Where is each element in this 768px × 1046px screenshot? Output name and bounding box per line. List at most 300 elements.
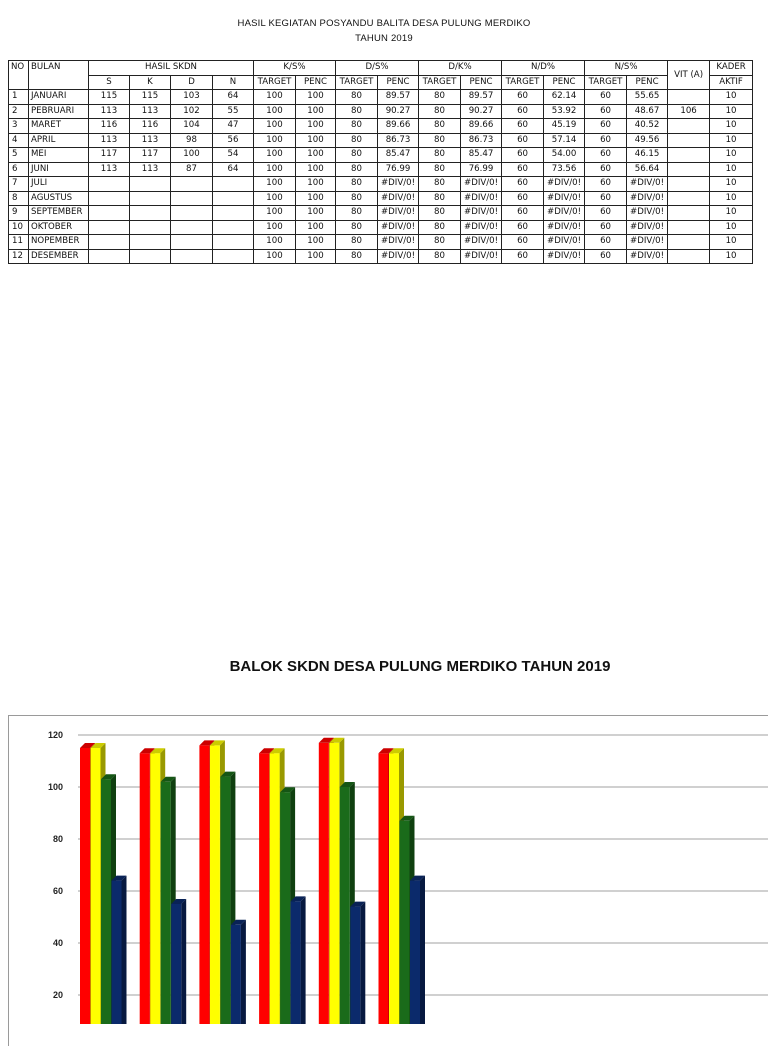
cell-kader: 10 [710,162,753,177]
cell-n [213,249,254,264]
cell-ds-t: 80 [336,104,378,119]
bar-front [259,753,269,1024]
cell-bulan: PEBRUARI [29,104,89,119]
bar-side [360,902,365,1024]
y-tick-label: 100 [47,782,63,792]
cell-kader: 10 [710,148,753,163]
header-hasil-skdn: HASIL SKDN [89,61,254,76]
cell-nd-p: 54.00 [544,148,585,163]
cell-ns-p: #DIV/0! [627,235,668,250]
cell-ns-p: 55.65 [627,90,668,105]
cell-no: 11 [9,235,29,250]
y-tick-label: 60 [52,886,63,896]
cell-ks-p: 100 [296,177,336,192]
cell-d [171,191,213,206]
bar-front [199,745,209,1024]
y-tick-label: 20 [52,990,63,1000]
cell-s [89,177,130,192]
cell-kader: 10 [710,206,753,221]
cell-ns-t: 60 [585,249,627,264]
cell-s [89,191,130,206]
cell-s: 116 [89,119,130,134]
cell-n: 47 [213,119,254,134]
cell-ks-t: 100 [254,119,296,134]
cell-k: 113 [130,104,171,119]
cell-dk-t: 80 [419,119,461,134]
bar-front [80,748,90,1024]
cell-vit [668,162,710,177]
cell-ks-p: 100 [296,220,336,235]
cell-vit [668,249,710,264]
cell-d [171,220,213,235]
cell-no: 2 [9,104,29,119]
table-row [9,177,753,192]
cell-nd-p: #DIV/0! [544,206,585,221]
cell-nd-p: #DIV/0! [544,249,585,264]
cell-nd-p: 53.92 [544,104,585,119]
bar-front [91,748,101,1024]
cell-ds-p: #DIV/0! [378,206,419,221]
cell-n: 56 [213,133,254,148]
bar [112,876,127,1024]
cell-ns-t: 60 [585,191,627,206]
cell-ds-t: 80 [336,249,378,264]
header-d: D [171,75,213,90]
bar-front [389,753,399,1024]
header-target: TARGET [419,75,461,90]
cell-bulan: JULI [29,177,89,192]
cell-no: 7 [9,177,29,192]
bar [291,896,306,1024]
cell-ns-p: 48.67 [627,104,668,119]
table-row [9,119,753,134]
cell-ks-t: 100 [254,235,296,250]
report-title-line1: HASIL KEGIATAN POSYANDU BALITA DESA PULUNG MERDIKO [237,18,531,29]
bar-front [329,743,339,1024]
cell-ks-t: 100 [254,133,296,148]
cell-dk-p: #DIV/0! [461,177,502,192]
cell-nd-t: 60 [502,206,544,221]
skdn-table [8,60,753,264]
bar [410,876,425,1024]
cell-ks-p: 100 [296,119,336,134]
cell-nd-p: 57.14 [544,133,585,148]
bar [350,902,365,1024]
cell-bulan: APRIL [29,133,89,148]
cell-ds-p: 89.66 [378,119,419,134]
bar-side [241,920,246,1024]
bar-front [291,901,301,1024]
cell-bulan: AGUSTUS [29,191,89,206]
cell-dk-p: 76.99 [461,162,502,177]
bar-front [150,753,160,1024]
bar-side [301,896,306,1024]
y-tick-label: 120 [47,730,63,740]
header-n: N [213,75,254,90]
bar-side [122,876,127,1024]
header-k: K [130,75,171,90]
cell-ds-p: 85.47 [378,148,419,163]
cell-dk-t: 80 [419,235,461,250]
cell-ds-p: #DIV/0! [378,235,419,250]
cell-dk-t: 80 [419,191,461,206]
cell-nd-p: #DIV/0! [544,177,585,192]
cell-nd-t: 60 [502,220,544,235]
cell-ks-p: 100 [296,90,336,105]
header-penc: PENC [296,75,336,90]
cell-dk-p: 86.73 [461,133,502,148]
table-row [9,249,753,264]
cell-no: 3 [9,119,29,134]
cell-k [130,249,171,264]
cell-s: 115 [89,90,130,105]
cell-no: 8 [9,191,29,206]
cell-ns-p: 49.56 [627,133,668,148]
cell-s [89,220,130,235]
cell-n: 64 [213,162,254,177]
header-nd: N/D% [502,61,585,76]
y-tick-label: 80 [52,834,63,844]
cell-ns-t: 60 [585,177,627,192]
bar-front [101,779,111,1024]
cell-ds-p: 90.27 [378,104,419,119]
skdn-bar-chart [8,715,768,1024]
cell-s [89,206,130,221]
cell-ds-p: #DIV/0! [378,191,419,206]
cell-vit [668,90,710,105]
cell-dk-t: 80 [419,177,461,192]
cell-ds-t: 80 [336,119,378,134]
cell-s [89,235,130,250]
cell-dk-p: #DIV/0! [461,220,502,235]
cell-dk-t: 80 [419,148,461,163]
cell-k: 116 [130,119,171,134]
cell-s: 113 [89,104,130,119]
table-row [9,133,753,148]
cell-ns-p: #DIV/0! [627,191,668,206]
cell-bulan: MARET [29,119,89,134]
cell-vit: 106 [668,104,710,119]
bar-front [112,881,122,1024]
cell-kader: 10 [710,220,753,235]
cell-vit [668,220,710,235]
cell-s [89,249,130,264]
bar-front [210,745,220,1024]
cell-ns-t: 60 [585,162,627,177]
cell-d [171,206,213,221]
header-penc: PENC [378,75,419,90]
cell-dk-p: 89.66 [461,119,502,134]
bar-front [171,904,181,1024]
cell-dk-t: 80 [419,162,461,177]
cell-no: 5 [9,148,29,163]
cell-ns-p: 40.52 [627,119,668,134]
bar-side [420,876,425,1024]
y-tick-label: 40 [52,938,63,948]
cell-dk-p: 90.27 [461,104,502,119]
header-target: TARGET [254,75,296,90]
cell-dk-p: #DIV/0! [461,235,502,250]
cell-ds-t: 80 [336,162,378,177]
cell-ds-t: 80 [336,148,378,163]
cell-no: 4 [9,133,29,148]
cell-bulan: OKTOBER [29,220,89,235]
cell-nd-p: #DIV/0! [544,191,585,206]
cell-ks-p: 100 [296,249,336,264]
cell-ks-t: 100 [254,220,296,235]
header-kader: KADER [710,61,753,76]
cell-ks-p: 100 [296,162,336,177]
bar-front [140,753,150,1024]
cell-ds-p: #DIV/0! [378,177,419,192]
bar-front [270,753,280,1024]
cell-k: 113 [130,133,171,148]
cell-ds-p: #DIV/0! [378,249,419,264]
table-row [9,206,753,221]
cell-n: 55 [213,104,254,119]
cell-ks-p: 100 [296,148,336,163]
bar-front [400,821,410,1024]
cell-kader: 10 [710,249,753,264]
cell-nd-t: 60 [502,90,544,105]
cell-d [171,177,213,192]
cell-dk-t: 80 [419,104,461,119]
cell-dk-t: 80 [419,206,461,221]
cell-nd-p: 62.14 [544,90,585,105]
cell-ks-p: 100 [296,104,336,119]
cell-dk-t: 80 [419,220,461,235]
report-title [0,16,768,46]
header-penc: PENC [544,75,585,90]
bar-front [340,787,350,1024]
cell-ns-t: 60 [585,90,627,105]
cell-k [130,220,171,235]
cell-dk-t: 80 [419,90,461,105]
cell-ds-t: 80 [336,220,378,235]
cell-vit [668,133,710,148]
table-header-row-1 [9,61,753,76]
cell-kader: 10 [710,235,753,250]
header-penc: PENC [627,75,668,90]
cell-bulan: JANUARI [29,90,89,105]
cell-bulan: MEI [29,148,89,163]
cell-d: 102 [171,104,213,119]
cell-ns-p: #DIV/0! [627,177,668,192]
table-body [9,90,753,264]
table-row [9,235,753,250]
cell-no: 9 [9,206,29,221]
table-row [9,90,753,105]
cell-bulan: DESEMBER [29,249,89,264]
cell-dk-p: #DIV/0! [461,191,502,206]
table-row [9,220,753,235]
header-target: TARGET [585,75,627,90]
header-bulan: BULAN [29,61,89,90]
bar-front [319,743,329,1024]
cell-ds-p: #DIV/0! [378,220,419,235]
table-row [9,191,753,206]
cell-dk-p: #DIV/0! [461,249,502,264]
cell-ns-t: 60 [585,206,627,221]
cell-nd-t: 60 [502,249,544,264]
cell-ks-p: 100 [296,191,336,206]
cell-k: 115 [130,90,171,105]
cell-ks-t: 100 [254,206,296,221]
cell-ns-p: #DIV/0! [627,206,668,221]
cell-k [130,235,171,250]
cell-nd-t: 60 [502,133,544,148]
cell-nd-t: 60 [502,177,544,192]
cell-n: 64 [213,90,254,105]
cell-ks-t: 100 [254,177,296,192]
cell-no: 12 [9,249,29,264]
header-ds: D/S% [336,61,419,76]
cell-ds-p: 86.73 [378,133,419,148]
cell-ks-t: 100 [254,162,296,177]
cell-d [171,249,213,264]
cell-k: 117 [130,148,171,163]
cell-ds-t: 80 [336,235,378,250]
report-title-line2: TAHUN 2019 [355,33,413,44]
cell-dk-t: 80 [419,133,461,148]
cell-ks-t: 100 [254,90,296,105]
cell-kader: 10 [710,133,753,148]
cell-vit [668,148,710,163]
cell-ks-p: 100 [296,206,336,221]
cell-kader: 10 [710,191,753,206]
cell-ds-t: 80 [336,206,378,221]
bar-front [350,907,360,1024]
bar-front [231,925,241,1024]
table-header-row-2 [9,75,753,90]
cell-vit [668,119,710,134]
cell-ks-t: 100 [254,148,296,163]
header-target: TARGET [336,75,378,90]
cell-k: 113 [130,162,171,177]
cell-ns-t: 60 [585,148,627,163]
cell-no: 1 [9,90,29,105]
cell-ks-t: 100 [254,191,296,206]
cell-d: 98 [171,133,213,148]
cell-ds-p: 76.99 [378,162,419,177]
cell-nd-p: 73.56 [544,162,585,177]
cell-kader: 10 [710,104,753,119]
bar-front [280,792,290,1024]
cell-s: 117 [89,148,130,163]
cell-vit [668,177,710,192]
cell-dk-p: #DIV/0! [461,206,502,221]
cell-ns-t: 60 [585,119,627,134]
cell-ns-t: 60 [585,133,627,148]
header-penc: PENC [461,75,502,90]
bar-front [410,881,420,1024]
cell-vit [668,191,710,206]
cell-ds-t: 80 [336,90,378,105]
cell-k [130,206,171,221]
cell-kader: 10 [710,177,753,192]
bar [231,920,246,1024]
cell-dk-p: 89.57 [461,90,502,105]
header-dk: D/K% [419,61,502,76]
cell-d [171,235,213,250]
cell-ks-t: 100 [254,104,296,119]
bar-side [181,899,186,1024]
cell-s: 113 [89,133,130,148]
cell-n [213,177,254,192]
cell-ns-t: 60 [585,235,627,250]
cell-d: 104 [171,119,213,134]
bar-front [379,753,389,1024]
cell-n [213,220,254,235]
cell-n [213,191,254,206]
header-no: NO [9,61,29,90]
cell-ns-p: 56.64 [627,162,668,177]
cell-ks-t: 100 [254,249,296,264]
cell-ns-p: #DIV/0! [627,249,668,264]
cell-dk-p: 85.47 [461,148,502,163]
table-row [9,104,753,119]
cell-k [130,177,171,192]
header-vit: VIT (A) [668,61,710,90]
cell-n [213,235,254,250]
cell-nd-p: #DIV/0! [544,235,585,250]
table-row [9,148,753,163]
cell-kader: 10 [710,90,753,105]
cell-s: 113 [89,162,130,177]
header-ks: K/S% [254,61,336,76]
cell-dk-t: 80 [419,249,461,264]
bar-front [161,782,171,1024]
cell-d: 103 [171,90,213,105]
cell-ds-t: 80 [336,177,378,192]
cell-nd-t: 60 [502,148,544,163]
bar [171,899,186,1024]
cell-ds-p: 89.57 [378,90,419,105]
cell-d: 87 [171,162,213,177]
bar-front [220,777,230,1024]
cell-ns-p: #DIV/0! [627,220,668,235]
cell-ns-t: 60 [585,220,627,235]
cell-n: 54 [213,148,254,163]
cell-ns-t: 60 [585,104,627,119]
cell-ds-t: 80 [336,191,378,206]
cell-nd-t: 60 [502,235,544,250]
cell-ks-p: 100 [296,133,336,148]
cell-ds-t: 80 [336,133,378,148]
cell-k [130,191,171,206]
cell-nd-t: 60 [502,191,544,206]
cell-bulan: JUNI [29,162,89,177]
cell-d: 100 [171,148,213,163]
cell-n [213,206,254,221]
header-s: S [89,75,130,90]
cell-nd-t: 60 [502,104,544,119]
cell-no: 6 [9,162,29,177]
chart-title: BALOK SKDN DESA PULUNG MERDIKO TAHUN 2019 [229,658,611,675]
cell-vit [668,206,710,221]
header-target: TARGET [502,75,544,90]
cell-ns-p: 46.15 [627,148,668,163]
cell-nd-t: 60 [502,119,544,134]
cell-bulan: NOPEMBER [29,235,89,250]
cell-nd-t: 60 [502,162,544,177]
table-row [9,162,753,177]
cell-nd-p: 45.19 [544,119,585,134]
header-aktif: AKTIF [710,75,753,90]
cell-ks-p: 100 [296,235,336,250]
cell-kader: 10 [710,119,753,134]
cell-nd-p: #DIV/0! [544,220,585,235]
